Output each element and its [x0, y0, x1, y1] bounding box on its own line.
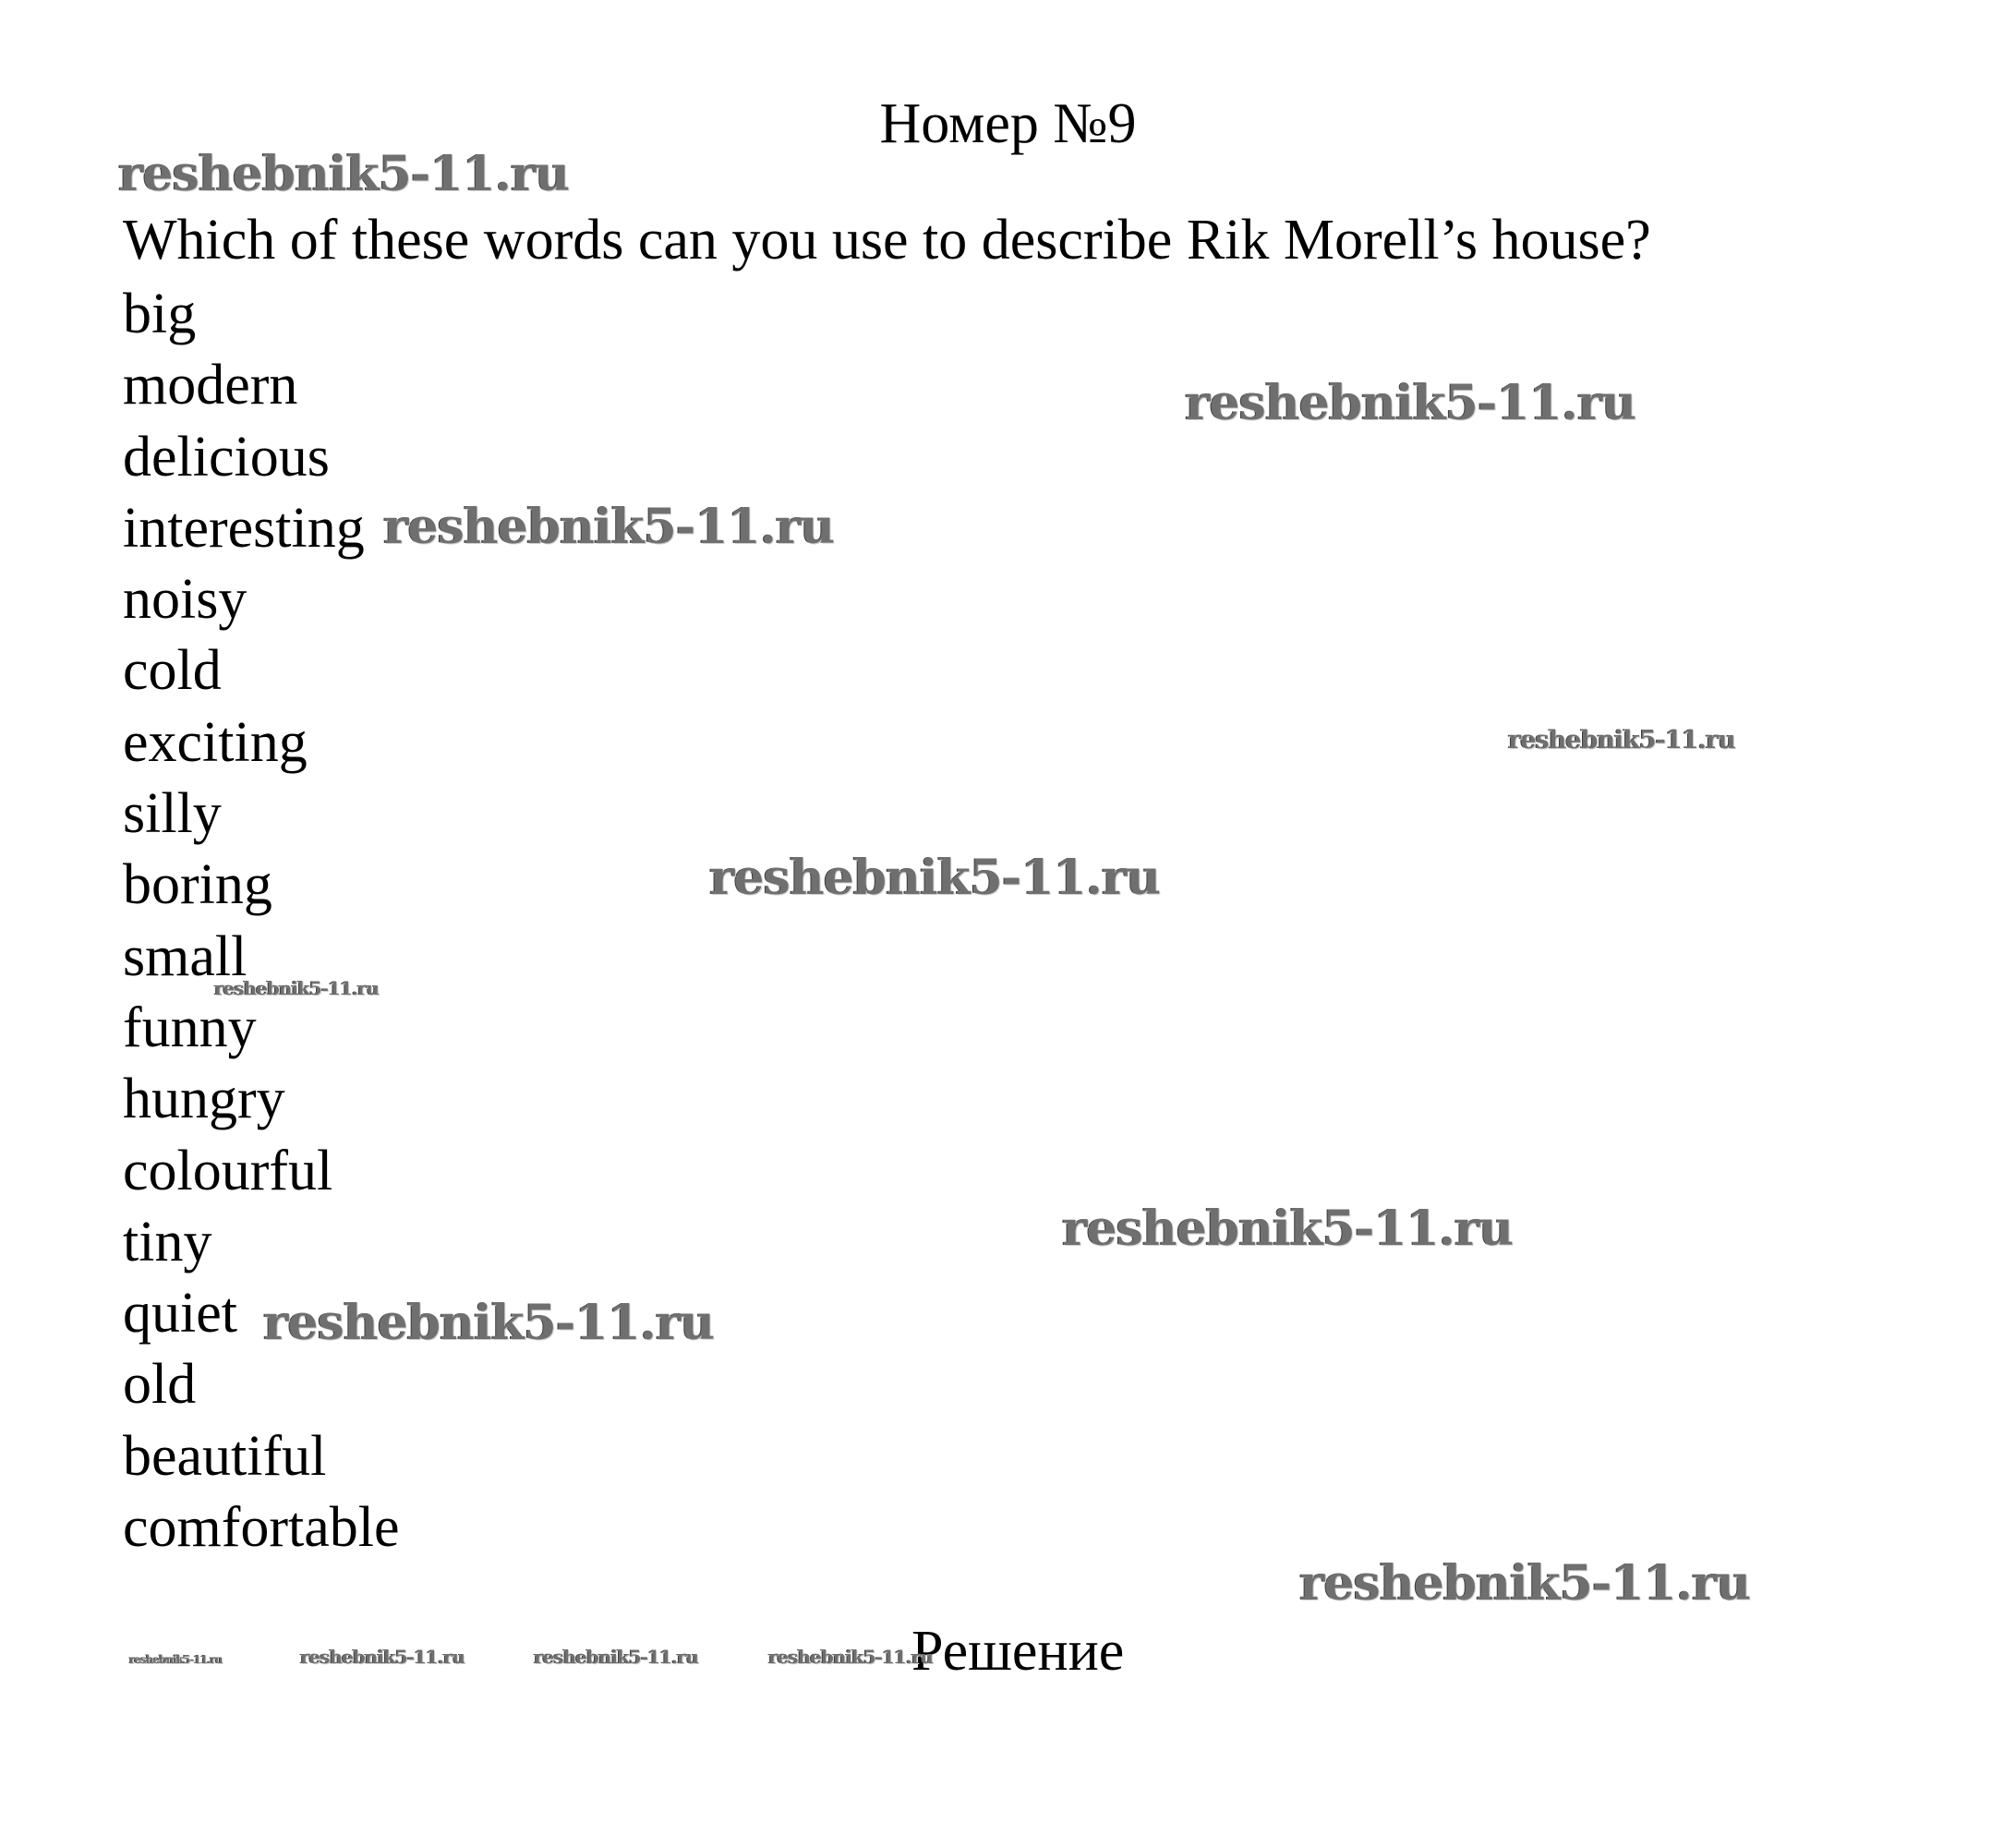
watermark: reshebnik5-11.ru: [263, 1295, 715, 1351]
word-item: comfortable: [123, 1496, 400, 1560]
word-item: delicious: [123, 425, 330, 489]
word-item: old: [123, 1353, 197, 1417]
solution-label: Решение: [911, 1620, 1125, 1683]
watermark: reshebnik5-11.ru: [1508, 726, 1735, 755]
watermark: reshebnik5-11.ru: [1299, 1555, 1751, 1612]
word-item: small: [123, 924, 247, 988]
word-item: tiny: [123, 1210, 212, 1274]
word-item: funny: [123, 996, 257, 1059]
word-item: hungry: [123, 1068, 285, 1131]
watermark: reshebnik5-11.ru: [768, 1646, 933, 1668]
watermark: reshebnik5-11.ru: [709, 850, 1161, 906]
word-item: beautiful: [123, 1424, 327, 1488]
watermark: reshebnik5-11.ru: [300, 1646, 465, 1668]
word-list: [123, 279, 400, 1563]
watermark: reshebnik5-11.ru: [534, 1646, 698, 1668]
word-item: modern: [123, 354, 298, 417]
watermark: reshebnik5-11.ru: [383, 499, 835, 555]
question-text: Which of these words can you use to describe Rik Morell’s house?: [123, 209, 1651, 272]
watermark: reshebnik5-11.ru: [1185, 375, 1636, 431]
page-title: Номер №9: [879, 92, 1137, 155]
watermark: reshebnik5-11.ru: [118, 146, 570, 202]
watermark: reshebnik5-11.ru: [214, 977, 379, 999]
word-item: boring: [123, 853, 272, 917]
watermark: reshebnik5-11.ru: [129, 1653, 223, 1666]
word-item: interesting: [123, 496, 365, 560]
word-item: exciting: [123, 710, 308, 774]
word-item: noisy: [123, 568, 247, 632]
word-item: quiet: [123, 1282, 237, 1346]
word-item: big: [123, 283, 197, 345]
word-item: cold: [123, 639, 222, 703]
word-item: colourful: [123, 1139, 333, 1202]
word-item: silly: [123, 782, 222, 846]
watermark: reshebnik5-11.ru: [1062, 1201, 1514, 1257]
